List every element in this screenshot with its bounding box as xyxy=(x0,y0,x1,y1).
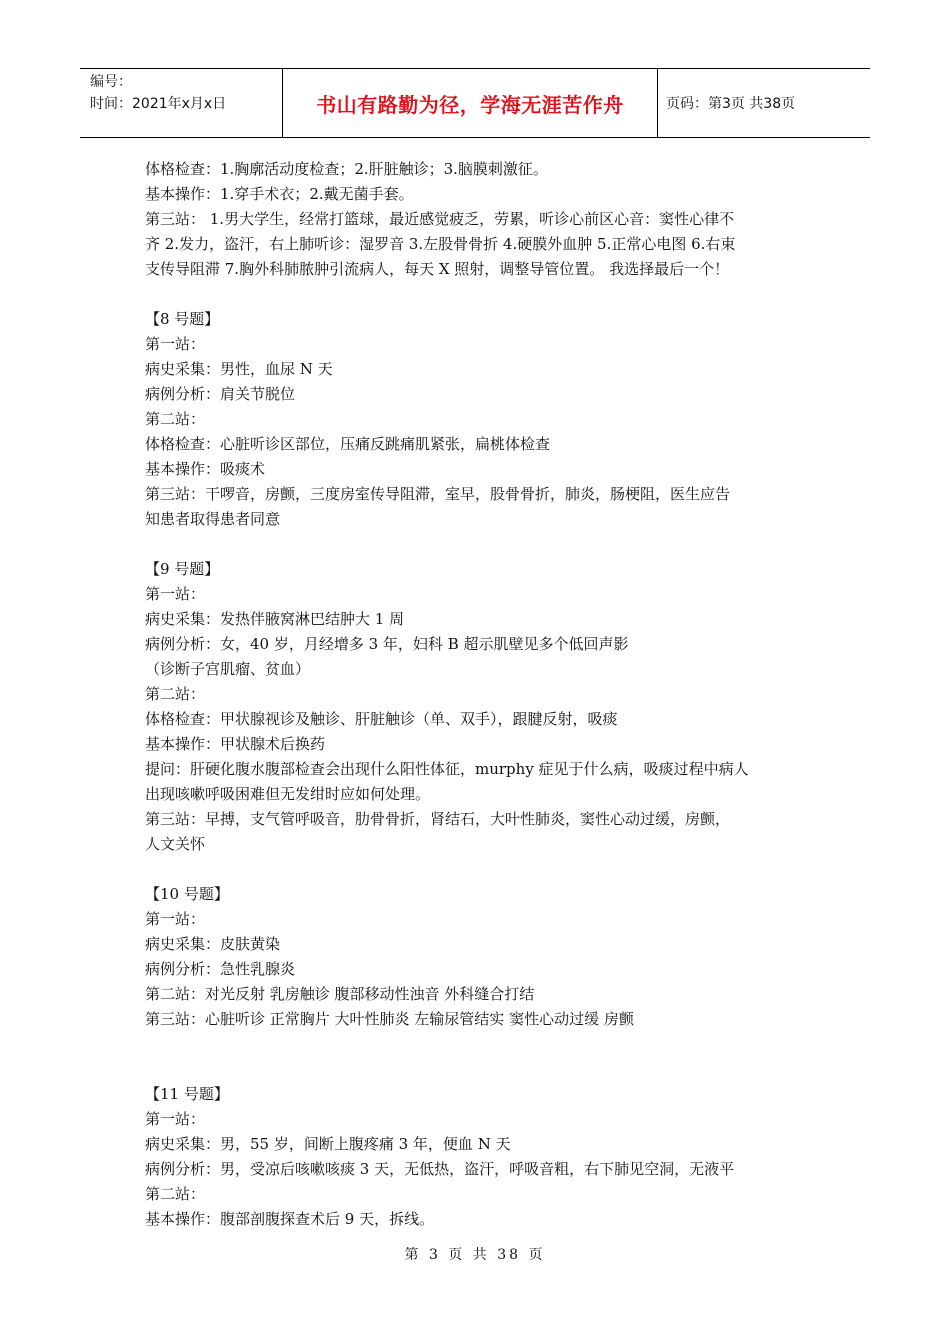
question-heading: 【8 号题】 xyxy=(145,310,220,328)
page-number-label: 页码：第3页 共38页 xyxy=(666,96,796,112)
text-line: 体格检查：甲状腺视诊及触诊、肝脏触诊（单、双手），跟腱反射，吸痰 xyxy=(145,710,618,728)
text-line: 第三站：干啰音，房颤，三度房室传导阻滞，室早，股骨骨折，肺炎，肠梗阻，医生应告 xyxy=(145,485,731,503)
text-line: 病例分析：男，受凉后咳嗽咳痰 3 天，无低热，盗汗，呼吸音粗，右下肺见空洞，无液平 xyxy=(145,1160,735,1178)
serial-label: 编号： xyxy=(90,74,132,90)
text-line: 病例分析：女，40 岁，月经增多 3 年，妇科 B 超示肌壁见多个低回声影 xyxy=(145,635,629,653)
document-body xyxy=(145,157,825,1232)
question-heading: 【10 号题】 xyxy=(145,885,229,903)
blank-line xyxy=(145,1057,825,1082)
text-line: 病史采集：男性，血尿 N 天 xyxy=(145,360,333,378)
question-heading: 【11 号题】 xyxy=(145,1085,229,1103)
text-line: 第一站： xyxy=(145,910,206,928)
motto-text: 书山有路勤为径，学海无涯苦作舟 xyxy=(316,92,624,117)
text-line: 人文关怀 xyxy=(145,835,206,853)
text-line: 病例分析：急性乳腺炎 xyxy=(145,960,296,978)
text-line: 体格检查：1.胸廓活动度检查；2.肝脏触诊；3.脑膜刺激征。 xyxy=(145,160,548,178)
question-heading: 【9 号题】 xyxy=(145,560,220,578)
text-line: 基本操作：1.穿手术衣；2.戴无菌手套。 xyxy=(145,185,414,203)
text-line: 体格检查：心脏听诊区部位，压痛反跳痛肌紧张，扁桃体检查 xyxy=(145,435,551,453)
header-meta xyxy=(80,69,283,137)
text-line: 第二站： xyxy=(145,410,206,428)
header-motto-cell xyxy=(283,69,658,137)
text-line: 基本操作：吸痰术 xyxy=(145,460,266,478)
text-line: 第二站：对光反射 乳房触诊 腹部移动性浊音 外科缝合打结 xyxy=(145,985,535,1003)
text-line: 第一站： xyxy=(145,585,206,603)
text-line: 提问：肝硬化腹水腹部检查会出现什么阳性体征，murphy 症见于什么病，吸痰过程中病人 xyxy=(145,760,749,778)
text-line: 病史采集：男，55 岁，间断上腹疼痛 3 年，便血 N 天 xyxy=(145,1135,511,1153)
text-line: 第二站： xyxy=(145,1185,206,1203)
text-line: 病史采集：发热伴腋窝淋巴结肿大 1 周 xyxy=(145,610,405,628)
text-line: 知患者取得患者同意 xyxy=(145,510,281,528)
text-line: 基本操作：甲状腺术后换药 xyxy=(145,735,326,753)
blank-line xyxy=(145,532,825,557)
text-line: 病例分析：肩关节脱位 xyxy=(145,385,296,403)
page-footer: 第 3 页 共 38 页 xyxy=(404,1247,546,1263)
text-line: 第一站： xyxy=(145,335,206,353)
blank-line xyxy=(145,857,825,882)
text-line: 齐 2.发力，盗汗，右上肺听诊：湿罗音 3.左股骨骨折 4.硬膜外血肿 5.正常心电图 6.右束 xyxy=(145,235,736,253)
text-line: 基本操作：腹部剖腹探查术后 9 天，拆线。 xyxy=(145,1210,435,1228)
text-line: （诊断子宫肌瘤、贫血） xyxy=(145,660,311,678)
text-line: 第一站： xyxy=(145,1110,206,1128)
header-page-cell xyxy=(658,69,870,137)
text-line: 第三站：心脏听诊 正常胸片 大叶性肺炎 左输尿管结实 窦性心动过缓 房颤 xyxy=(145,1010,634,1028)
text-line: 出现咳嗽呼吸困难但无发绀时应如何处理。 xyxy=(145,785,431,803)
text-line: 第三站：早搏，支气管呼吸音，肋骨骨折，肾结石，大叶性肺炎，窦性心动过缓，房颤， xyxy=(145,810,731,828)
text-line: 第三站： 1.男大学生，经常打篮球，最近感觉疲乏，劳累，听诊心前区心音：窦性心律不 xyxy=(145,210,735,228)
text-line: 第二站： xyxy=(145,685,206,703)
page-header xyxy=(80,68,870,138)
text-line: 支传导阻滞 7.胸外科肺脓肿引流病人，每天 X 照射，调整导管位置。 我选择最后一个！ xyxy=(145,260,730,278)
blank-line xyxy=(145,282,825,307)
text-line: 病史采集：皮肤黄染 xyxy=(145,935,281,953)
blank-line xyxy=(145,1032,825,1057)
time-label: 时间：2021年x月x日 xyxy=(90,96,227,112)
